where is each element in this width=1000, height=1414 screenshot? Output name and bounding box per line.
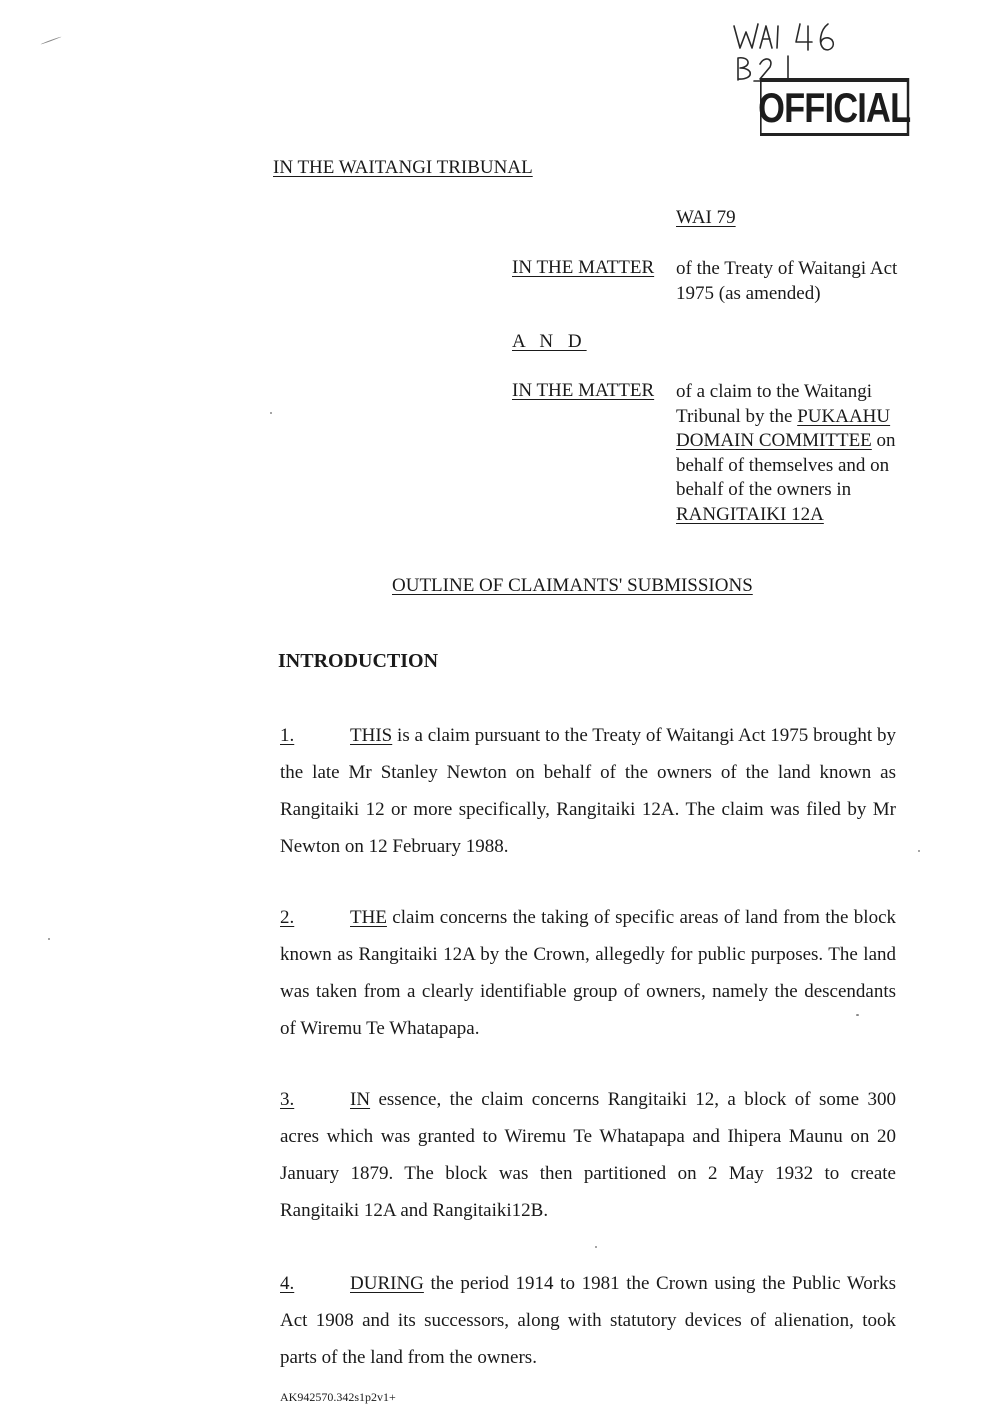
matter-text-middle: on behalf of themselves and on behalf of the owners in (676, 430, 896, 500)
paragraph-number: 2. (280, 907, 295, 928)
land-block-name: RANGITAIKI 12A (676, 503, 824, 525)
and-connector: A N D (512, 331, 587, 352)
court-heading: IN THE WAITANGI TRIBUNAL (273, 157, 533, 178)
matter-text: of the Treaty of Waitangi Act 1975 (as amended) (676, 258, 898, 304)
paragraph-lead: THE (350, 907, 387, 928)
paragraph-text: the period 1914 to 1981 the Crown using the Public Works Act 1908 and its successors, along with statutory devices of alienation, took parts of the land from the owners. (280, 1273, 897, 1368)
document-title: OUTLINE OF CLAIMANTS' SUBMISSIONS (392, 575, 753, 596)
paragraph (280, 1081, 896, 1229)
paragraph (280, 717, 896, 865)
matter-text-before: of a claim to the Waitangi Tribunal by the (676, 381, 872, 427)
paragraph-text: is a claim pursuant to the Treaty of Waitangi Act 1975 brought by the late Mr Stanley Newton on behalf of the owners of the land known as Rangitaiki 12 or more specifically, Rangitaiki 12A. The claim was filed by Mr Newton on 12 February 1988. (280, 725, 897, 857)
scan-speck (48, 938, 50, 940)
matter-label: IN THE MATTER (512, 257, 655, 278)
paragraph (280, 1265, 896, 1376)
paragraph-lead: IN (350, 1089, 371, 1110)
scan-speck (270, 412, 272, 414)
paragraph-number: 3. (280, 1089, 295, 1110)
paragraph-lead: THIS (350, 725, 393, 746)
official-stamp: OFFICIAL (760, 78, 909, 136)
footer-reference: AK942570.342s1p2v1+ (280, 1390, 396, 1404)
committee-name: PUKAAHU DOMAIN COMMITTEE (676, 405, 891, 451)
scan-speck (918, 850, 920, 852)
section-heading: INTRODUCTION (278, 650, 439, 672)
matter-text (676, 380, 916, 527)
matter-label: IN THE MATTER (512, 380, 655, 401)
handwritten-annotation (728, 12, 878, 82)
paragraph-text: essence, the claim concerns Rangitaiki 12, a block of some 300 acres which was granted to Wiremu Te Whatapapa and Ihipera Maunu on 20 January 1879. The block was then partitioned on 2 May 1932 to create Rangitaiki 12A and Rangitaiki12B. (280, 1089, 896, 1221)
scan-speck (856, 1014, 859, 1016)
paragraph-lead: DURING (350, 1273, 424, 1294)
paragraph (280, 899, 896, 1047)
scan-speck (40, 36, 61, 44)
wai-number: WAI 79 (676, 207, 736, 228)
paragraph-text: claim concerns the taking of specific areas of land from the block known as Rangitaiki 12A by the Crown, allegedly for public purposes. The land was taken from a clearly identifiable group of owners, namely the descendants of Wiremu Te Whatapapa. (280, 907, 897, 1039)
scan-speck (595, 1246, 597, 1248)
paragraph-number: 4. (280, 1273, 295, 1294)
paragraph-number: 1. (280, 725, 295, 746)
